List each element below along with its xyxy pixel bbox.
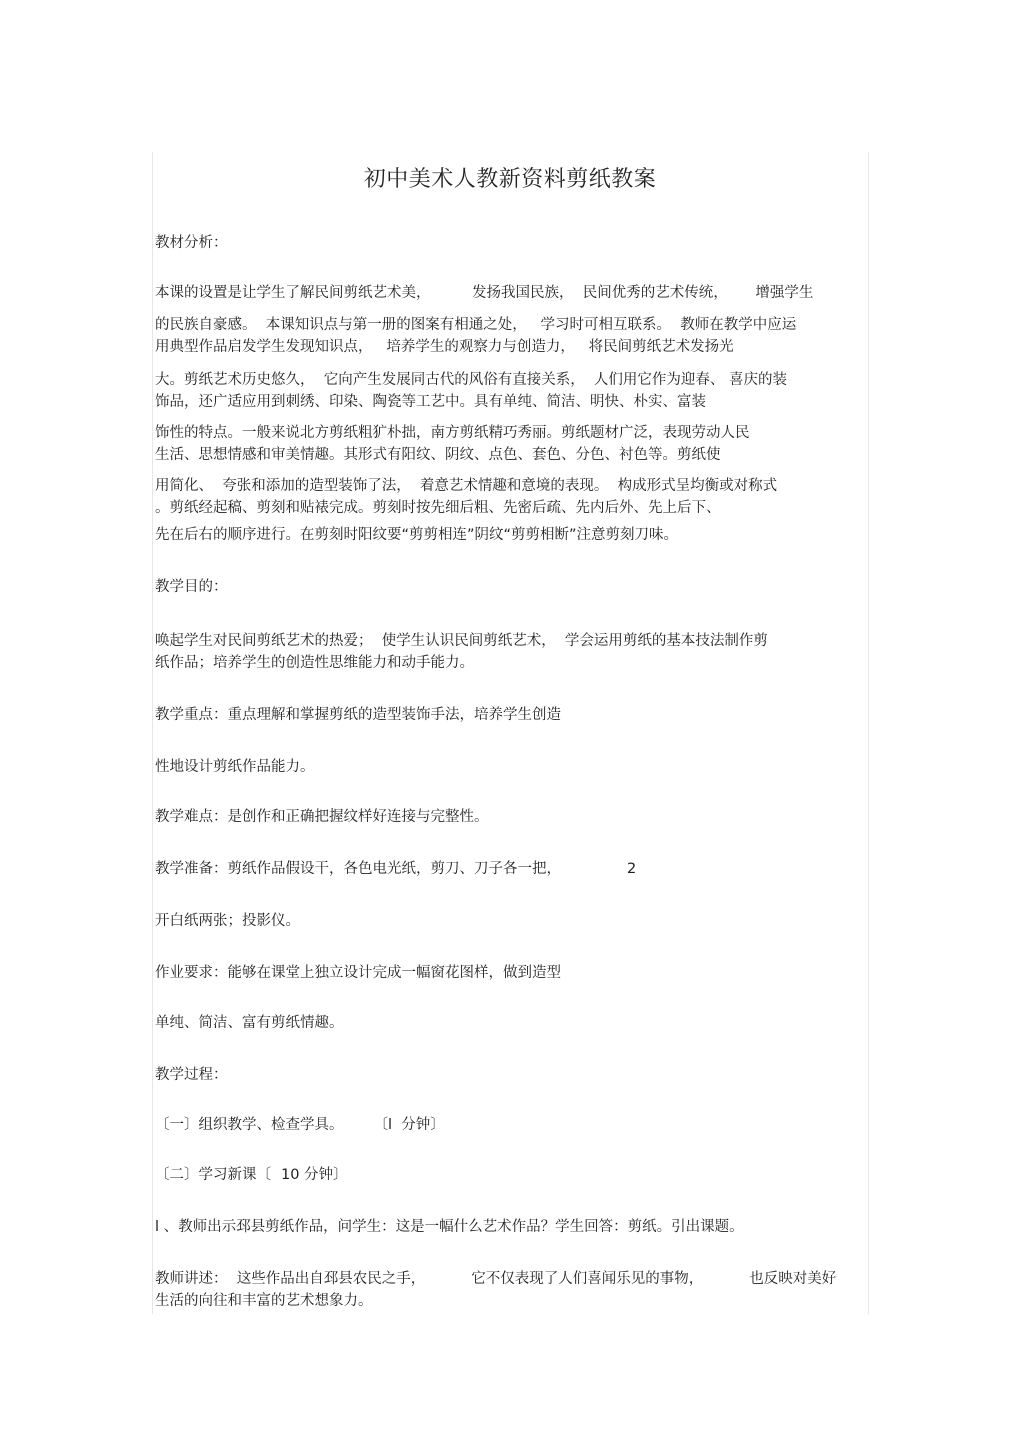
teacher-line-2: 生活的向往和丰富的艺术想象力。 — [155, 1293, 373, 1309]
focus-line-1: 教学重点：重点理解和掌握剪纸的造型装饰手法，培养学生创造 — [155, 707, 561, 723]
teacher-line-1-c: 也反映对美好 — [749, 1271, 837, 1287]
homework-line-1: 作业要求：能够在课堂上独立设计完成一幅窗花图样，做到造型 — [155, 965, 561, 981]
teacher-line-1 — [155, 1268, 836, 1290]
analysis-line-5: 饰品，还广适应用到刺绣、印染、陶瓷等工艺中。具有单纯、简洁、明快、朴实、富装 — [155, 394, 706, 410]
focus-line-2: 性地设计剪纸作品能力。 — [155, 759, 315, 775]
step-1-time: 〔l 分钟〕 — [373, 1117, 445, 1133]
difficulty-line: 教学难点：是创作和正确把握纹样好连接与完整性。 — [155, 809, 489, 825]
goal-line-1: 唤起学生对民间剪纸艺术的热爱； 使学生认识民间剪纸艺术， 学会运用剪纸的基本技法制作剪 — [155, 633, 768, 649]
step-2-time: 10 分钟〕 — [281, 1167, 348, 1183]
analysis-line-4: 大。剪纸艺术历史悠久， 它向产生发展同古代的风俗有直接关系， 人们用它作为迎春、 喜庆的装 — [155, 372, 788, 388]
item-1: l 、教师出示邳县剪纸作品，问学生：这是一幅什么艺术作品？学生回答：剪纸。引出课题。 — [155, 1219, 744, 1235]
document-title: 初中美术人教新资料剪纸教案 — [363, 167, 657, 192]
prep-line-1 — [155, 858, 636, 880]
analysis-heading: 教材分析： — [155, 235, 228, 251]
analysis-line-10: 先在后右的顺序进行。在剪刻时阳纹要“剪剪相连”阴纹“剪剪相断”注意剪刻刀味。 — [155, 527, 679, 543]
goal-line-2: 纸作品；培养学生的创造性思维能力和动手能力。 — [155, 655, 474, 671]
step-1-label: 〔一〕组织教学、检查学具。 — [155, 1117, 344, 1133]
analysis-line-8: 用简化、 夸张和添加的造型装饰了法， 着意艺术情趣和意境的表现。 构成形式呈均衡或对称式 — [155, 478, 778, 494]
analysis-line-7: 生活、思想情感和审美情趣。其形式有阳纹、阴纹、点色、套色、分色、衬色等。剪纸使 — [155, 447, 721, 463]
prep-line-1-number: 2 — [627, 861, 637, 877]
analysis-line-1: 本课的设置是让学生了解民间剪纸艺术美， 发扬我国民族， 民间优秀的艺术传统， 增强学生 — [155, 285, 814, 301]
homework-line-2: 单纯、简洁、富有剪纸情趣。 — [155, 1015, 344, 1031]
step-1 — [155, 1114, 445, 1136]
step-2-label: 〔二〕学习新课〔 — [155, 1167, 271, 1183]
teacher-line-1-b: 它不仅表现了人们喜闻乐见的事物， — [471, 1271, 704, 1287]
page-border-left — [152, 152, 153, 1314]
analysis-line-3: 用典型作品启发学生发现知识点， 培养学生的观察力与创造力， 将民间剪纸艺术发扬光 — [155, 339, 734, 355]
teacher-line-1-a: 教师讲述： 这些作品出自邳县农民之手， — [155, 1271, 426, 1287]
goal-heading: 教学目的： — [155, 579, 228, 595]
prep-line-2: 开白纸两张；投影仪。 — [155, 913, 300, 929]
step-2 — [155, 1164, 348, 1186]
analysis-line-6: 饰性的特点。一般来说北方剪纸粗犷朴拙，南方剪纸精巧秀丽。剪纸题材广泛，表现劳动人民 — [155, 425, 750, 441]
prep-line-1-text: 教学准备：剪纸作品假设干，各色电光纸，剪刀、刀子各一把， — [155, 861, 561, 877]
page-border-right — [868, 152, 869, 1314]
process-heading: 教学过程： — [155, 1067, 228, 1083]
analysis-line-2: 的民族自豪感。 本课知识点与第一册的图案有相通之处， 学习时可相互联系。 教师在教学中应运 — [155, 317, 797, 333]
analysis-line-9: 。剪纸经起稿、剪刻和贴裱完成。剪刻时按先细后粗、先密后疏、先内后外、先上后下、 — [155, 500, 721, 516]
